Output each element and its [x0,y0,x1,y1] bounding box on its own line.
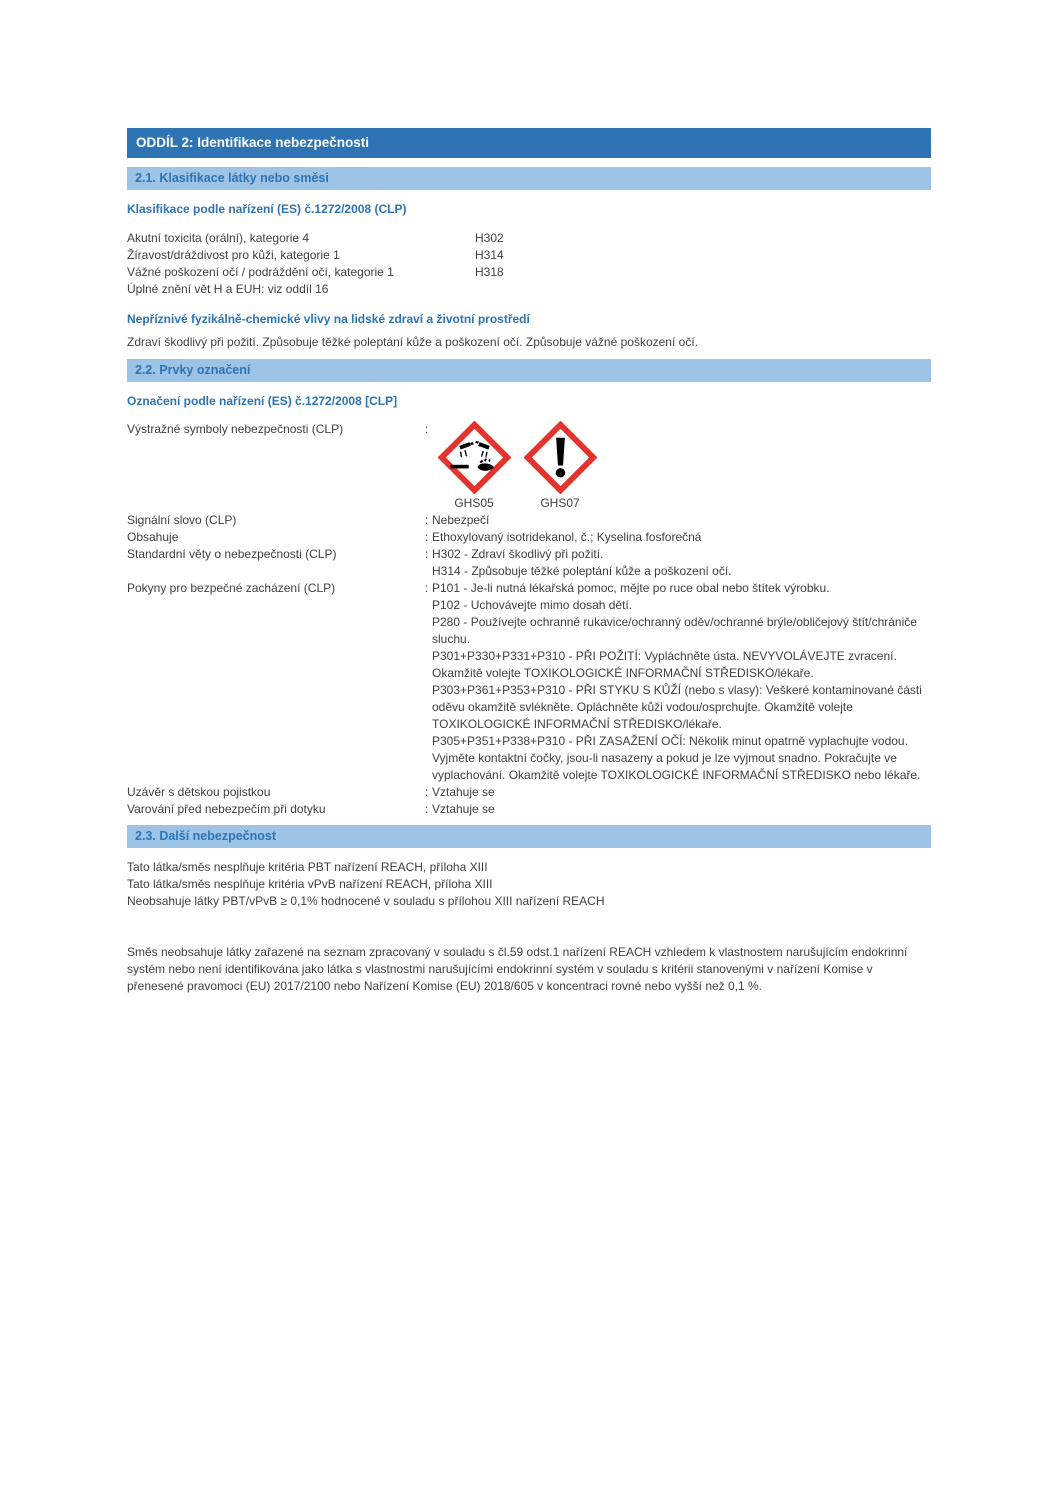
hazard-statement: H302 - Zdraví škodlivý při požití. [432,547,604,561]
signal-word-row [127,512,931,529]
contains-value: Ethoxylovaný isotridekanol, č.; Kyselina fosforečná [432,530,702,544]
child-lock-label: Uzávěr s dětskou pojistkou [127,785,271,799]
hazard-statements-list [432,546,931,580]
section-2-2-header-bar [127,359,931,382]
colon-separator: : [424,422,429,436]
signal-word-label: Signální slovo (CLP) [127,513,237,527]
precautionary-statement: P102 - Uchovávejte mimo dosah dětí. [432,598,633,612]
tactile-warning-label: Varování před nebezpečím při dotyku [127,802,326,816]
hazard-statement: H314 - Způsobuje těžké poleptání kůže a poškození očí. [432,564,732,578]
tactile-warning-value: Vztahuje se [432,802,495,816]
colon-separator: : [424,530,429,544]
precautionary-statements-list [432,580,931,784]
pictogram-caption: GHS07 [540,496,580,510]
precautionary-statement: P301+P330+P331+P310 - PŘI POŽITÍ: Vypláchněte ústa. NEVYVOLÁVEJTE zvracení. Okamžitě volejte TOXIKOLOGICKÉ INFORMAČNÍ STŘEDISKO/lékaře. [432,649,897,680]
classification-label: Vážné poškození očí / podráždění očí, kategorie 1 [127,265,394,279]
signal-word-value: Nebezpečí [432,513,490,527]
endocrine-disruptor-paragraph: Směs neobsahuje látky zařazené na seznam zpracovaný v souladu s čl.59 odst.1 nařízení REACH vzhledem k vlastnostem narušujícím endokrinní systém nebo není identifikována jako látka s vlastnostmi narušujícími endokrinní systém v souladu s kritérii stanovenými v nařízení Komise v přenesené pravomoci (EU) 2017/2100 nebo Nařízení Komise (EU) 2018/605 v koncentraci rovné nebo vyšší než 0,1 %. [127,945,908,993]
labelling-regulation-heading: Označení podle nařízení (ES) č.1272/2008 [CLP] [127,394,398,408]
section-2-1-header-bar [127,167,931,190]
section2-header-bar [127,128,931,158]
pbt-line: Neobsahuje látky PBT/vPvB ≥ 0,1% hodnocené v souladu s přílohou XIII nařízení REACH [127,894,605,908]
pictogram-ghs07 [522,421,598,512]
classification-label: Žíravost/dráždivost pro kůži, kategorie 1 [127,248,340,262]
classification-table [127,230,931,298]
child-lock-value: Vztahuje se [432,785,495,799]
pbt-assessment-block [127,859,931,910]
pictogram-strip [432,421,931,512]
ghs05-corrosion-icon [438,421,511,494]
classification-row [127,230,931,247]
classification-row [127,264,931,281]
colon-separator: : [424,513,429,527]
contains-row [127,529,931,546]
hazard-pictograms-row [127,421,931,512]
precautionary-statement: P303+P361+P353+P310 - PŘI STYKU S KŮŽÍ (nebo s vlasy): Veškeré kontaminované části oděvu okamžitě svlékněte. Opláchněte kůži vodou/osprchujte. Okamžitě volejte TOXIKOLOGICKÉ INFORMAČNÍ STŘEDISKO/lékaře. [432,683,922,731]
section-2-3-header-bar [127,825,931,848]
hazard-pictograms-label: Výstražné symboly nebezpečnosti (CLP) [127,422,344,436]
hazard-code: H314 [475,248,504,262]
sds-section2-document [127,128,931,995]
precautionary-statement: P305+P351+P338+P310 - PŘI ZASAŽENÍ OČÍ: Několik minut opatrně vyplachujte vodou. Vyjměte kontaktní čočky, jsou-li nasazeny a pokud je lze vyjmout snadno. Pokračujte ve vyplachování. Okamžitě volejte TOXIKOLOGICKÉ INFORMAČNÍ STŘEDISKO nebo lékaře. [432,734,921,782]
tactile-warning-row [127,801,931,818]
colon-separator: : [424,785,429,799]
section-2-2-title: 2.2. Prvky označení [135,363,251,377]
classification-regulation-heading: Klasifikace podle nařízení (ES) č.1272/2008 (CLP) [127,202,407,216]
classification-row [127,247,931,264]
precautionary-statement: P101 - Je-li nutná lékařská pomoc, mějte po ruce obal nebo štítek výrobku. [432,581,830,595]
contains-label: Obsahuje [127,530,179,544]
precautionary-statements-label: Pokyny pro bezpečné zacházení (CLP) [127,581,336,595]
precautionary-statement: P280 - Používejte ochranné rukavice/ochranný oděv/ochranné brýle/obličejový štít/chrániče sluchu. [432,615,917,646]
section2-title: ODDÍL 2: Identifikace nebezpečnosti [136,135,370,150]
section-2-3-title: 2.3. Další nebezpečnost [135,829,277,843]
hazard-code: H302 [475,231,504,245]
hazard-code: H318 [475,265,504,279]
colon-separator: : [424,802,429,816]
colon-separator: : [424,547,429,561]
pbt-line: Tato látka/směs nesplňuje kritéria vPvB nařízení REACH, příloha XIII [127,877,493,891]
colon-separator: : [424,581,429,595]
hazard-statements-label: Standardní věty o nebezpečnosti (CLP) [127,547,337,561]
ghs07-exclamation-mark-icon [524,421,597,494]
full-text-note: Úplné znění vět H a EUH: viz oddíl 16 [127,282,329,296]
child-lock-row [127,784,931,801]
adverse-effects-text: Zdraví škodlivý při požití. Způsobuje těžké poleptání kůže a poškození očí. Způsobuje vážné poškození očí. [127,335,698,349]
pbt-line: Tato látka/směs nesplňuje kritéria PBT nařízení REACH, příloha XIII [127,860,488,874]
pictogram-caption: GHS05 [454,496,494,510]
pictogram-ghs05 [436,421,512,512]
section-2-1-title: 2.1. Klasifikace látky nebo směsi [135,171,329,185]
classification-label: Akutní toxicita (orální), kategorie 4 [127,231,310,245]
precautionary-statements-row [127,580,931,784]
hazard-statements-row [127,546,931,580]
adverse-effects-heading: Nepříznivé fyzikálně-chemické vlivy na lidské zdraví a životní prostředí [127,312,530,326]
